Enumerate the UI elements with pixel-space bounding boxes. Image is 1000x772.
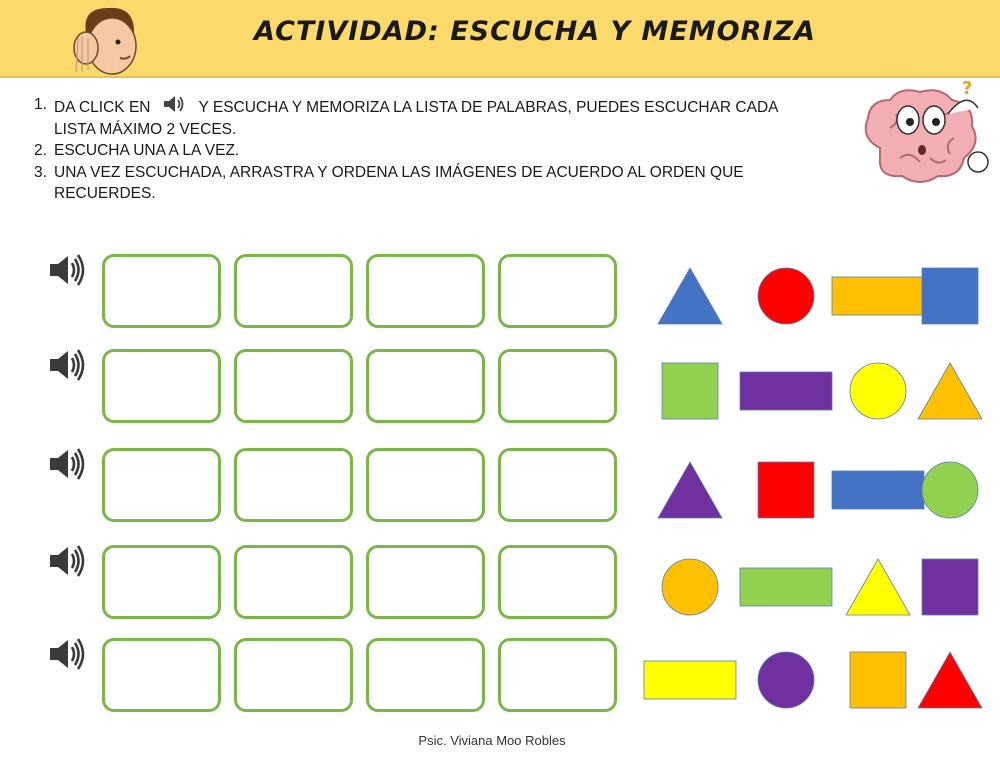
speaker-icon — [46, 347, 86, 383]
rectangle-shape-row2[interactable] — [739, 371, 833, 411]
triangle-shape-row2[interactable] — [917, 362, 983, 420]
drop-box-row2-2[interactable] — [234, 349, 353, 423]
speaker-button-5[interactable] — [46, 636, 86, 672]
square-shape-row3[interactable] — [757, 461, 815, 519]
speaker-button-3[interactable] — [46, 446, 86, 482]
thinking-brain-icon — [850, 78, 990, 190]
listening-child-icon — [68, 2, 148, 78]
instruction-2: 2. ESCUCHA UNA A LA VEZ. — [34, 142, 240, 159]
speaker-icon — [46, 252, 86, 288]
triangle-shape-row3[interactable] — [657, 461, 723, 519]
svg-text:?: ? — [962, 78, 973, 99]
triangle-shape-row5[interactable] — [917, 651, 983, 709]
speaker-button-1[interactable] — [46, 252, 86, 288]
drop-box-row1-4[interactable] — [498, 254, 617, 328]
drop-box-row3-4[interactable] — [498, 448, 617, 522]
circle-shape-row1[interactable] — [757, 267, 815, 325]
triangle-shape-row4[interactable] — [845, 558, 911, 616]
drop-box-row5-2[interactable] — [234, 638, 353, 712]
speaker-icon — [46, 446, 86, 482]
square-shape-row1[interactable] — [921, 267, 979, 325]
speaker-icon — [162, 94, 186, 114]
drop-box-row5-3[interactable] — [366, 638, 485, 712]
rectangle-shape-row3[interactable] — [831, 470, 925, 510]
page-title: ACTIVIDAD: ESCUCHA Y MEMORIZA — [254, 16, 816, 47]
drop-box-row5-4[interactable] — [498, 638, 617, 712]
drop-box-row2-3[interactable] — [366, 349, 485, 423]
drop-box-row2-4[interactable] — [498, 349, 617, 423]
speaker-button-2[interactable] — [46, 347, 86, 383]
drop-box-row4-2[interactable] — [234, 545, 353, 619]
drop-box-row1-2[interactable] — [234, 254, 353, 328]
rectangle-shape-row1[interactable] — [831, 276, 925, 316]
drop-box-row5-1[interactable] — [102, 638, 221, 712]
speaker-icon — [46, 543, 86, 579]
header-bar — [0, 0, 1000, 78]
drop-box-row3-2[interactable] — [234, 448, 353, 522]
square-shape-row2[interactable] — [661, 362, 719, 420]
drop-box-row3-1[interactable] — [102, 448, 221, 522]
drop-box-row4-1[interactable] — [102, 545, 221, 619]
drop-box-row1-3[interactable] — [366, 254, 485, 328]
author-credit: Psic. Viviana Moo Robles — [418, 733, 566, 748]
circle-shape-row3[interactable] — [921, 461, 979, 519]
drop-box-row2-1[interactable] — [102, 349, 221, 423]
speaker-icon — [46, 636, 86, 672]
circle-shape-row2[interactable] — [849, 362, 907, 420]
instruction-1: 1. DA CLICK EN Y ESCUCHA Y MEMORIZA LA LISTA DE PALABRAS, PUEDES ESCUCHAR CADA LISTA MÁXIMO 2 VECES. — [34, 96, 779, 138]
rectangle-shape-row4[interactable] — [739, 567, 833, 607]
square-shape-row4[interactable] — [921, 558, 979, 616]
speaker-button-4[interactable] — [46, 543, 86, 579]
drop-box-row4-4[interactable] — [498, 545, 617, 619]
instruction-3: 3. UNA VEZ ESCUCHADA, ARRASTRA Y ORDENA LAS IMÁGENES DE ACUERDO AL ORDEN QUE RECUERDES. — [34, 163, 744, 202]
circle-shape-row4[interactable] — [661, 558, 719, 616]
drop-box-row4-3[interactable] — [366, 545, 485, 619]
drop-box-row1-1[interactable] — [102, 254, 221, 328]
circle-shape-row5[interactable] — [757, 651, 815, 709]
triangle-shape-row1[interactable] — [657, 267, 723, 325]
rectangle-shape-row5[interactable] — [643, 660, 737, 700]
drop-box-row3-3[interactable] — [366, 448, 485, 522]
square-shape-row5[interactable] — [849, 651, 907, 709]
instructions-list — [34, 94, 834, 205]
